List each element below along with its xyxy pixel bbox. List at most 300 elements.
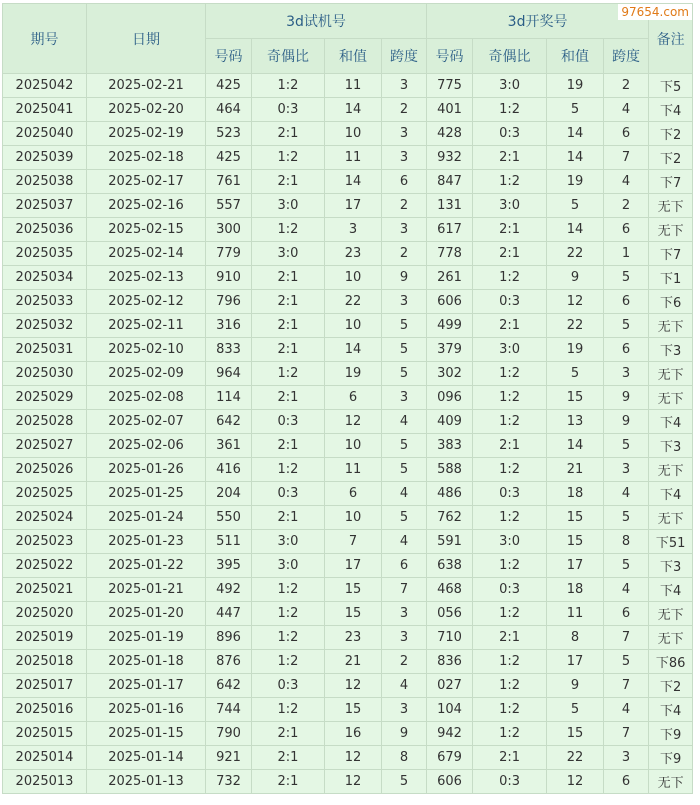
try-span-cell: 5 <box>382 434 427 458</box>
note-cell: 下1 <box>649 266 693 290</box>
note-cell: 下9 <box>649 722 693 746</box>
issue-cell: 2025040 <box>3 122 87 146</box>
win-sum-cell: 17 <box>547 650 604 674</box>
table-row <box>3 602 693 626</box>
date-cell: 2025-02-20 <box>87 98 206 122</box>
try-sum-cell: 14 <box>325 98 382 122</box>
win-code-cell: 606 <box>427 770 473 794</box>
try-sum-cell: 6 <box>325 482 382 506</box>
issue-cell: 2025016 <box>3 698 87 722</box>
try-span-cell: 9 <box>382 266 427 290</box>
win-code-cell: 379 <box>427 338 473 362</box>
try-span-cell: 3 <box>382 698 427 722</box>
try-parity-cell: 2:1 <box>252 314 325 338</box>
issue-cell: 2025039 <box>3 146 87 170</box>
try-code-cell: 557 <box>206 194 252 218</box>
try-code-cell: 550 <box>206 506 252 530</box>
win-sum-cell: 15 <box>547 506 604 530</box>
try-sum-cell: 11 <box>325 74 382 98</box>
win-code-cell: 468 <box>427 578 473 602</box>
try-code-cell: 492 <box>206 578 252 602</box>
try-span-cell: 5 <box>382 506 427 530</box>
try-parity-cell: 3:0 <box>252 242 325 266</box>
try-parity-cell: 1:2 <box>252 362 325 386</box>
try-parity-cell: 2:1 <box>252 290 325 314</box>
win-sum-cell: 15 <box>547 722 604 746</box>
win-parity-cell: 1:2 <box>473 674 547 698</box>
issue-cell: 2025028 <box>3 410 87 434</box>
table-row <box>3 650 693 674</box>
table-row <box>3 506 693 530</box>
try-sum-cell: 15 <box>325 698 382 722</box>
date-cell: 2025-02-10 <box>87 338 206 362</box>
issue-cell: 2025035 <box>3 242 87 266</box>
try-code-cell: 114 <box>206 386 252 410</box>
try-parity-cell: 3:0 <box>252 530 325 554</box>
try-code-cell: 790 <box>206 722 252 746</box>
try-parity-cell: 2:1 <box>252 506 325 530</box>
try-parity-cell: 0:3 <box>252 482 325 506</box>
note-cell: 下4 <box>649 410 693 434</box>
note-cell: 下3 <box>649 554 693 578</box>
date-cell: 2025-02-15 <box>87 218 206 242</box>
table-row <box>3 314 693 338</box>
win-parity-cell: 1:2 <box>473 410 547 434</box>
win-code-cell: 104 <box>427 698 473 722</box>
date-cell: 2025-02-16 <box>87 194 206 218</box>
date-cell: 2025-01-24 <box>87 506 206 530</box>
win-sum-cell: 5 <box>547 98 604 122</box>
table-row <box>3 266 693 290</box>
win-parity-cell: 1:2 <box>473 458 547 482</box>
note-cell: 无下 <box>649 506 693 530</box>
issue-cell: 2025041 <box>3 98 87 122</box>
try-span-cell: 3 <box>382 218 427 242</box>
date-cell: 2025-01-16 <box>87 698 206 722</box>
try-code-cell: 642 <box>206 410 252 434</box>
note-cell: 无下 <box>649 602 693 626</box>
note-cell: 无下 <box>649 218 693 242</box>
win-span-cell: 9 <box>604 410 649 434</box>
note-cell: 无下 <box>649 626 693 650</box>
try-sum-cell: 10 <box>325 434 382 458</box>
win-code-cell: 499 <box>427 314 473 338</box>
note-cell: 下4 <box>649 578 693 602</box>
win-code-cell: 942 <box>427 722 473 746</box>
win-parity-cell: 3:0 <box>473 74 547 98</box>
win-code-cell: 591 <box>427 530 473 554</box>
win-code-cell: 027 <box>427 674 473 698</box>
try-code-cell: 425 <box>206 146 252 170</box>
try-code-cell: 395 <box>206 554 252 578</box>
try-sum-cell: 12 <box>325 410 382 434</box>
try-span-cell: 8 <box>382 746 427 770</box>
issue-cell: 2025026 <box>3 458 87 482</box>
date-cell: 2025-01-20 <box>87 602 206 626</box>
win-parity-cell: 0:3 <box>473 770 547 794</box>
win-sum-cell: 8 <box>547 626 604 650</box>
date-cell: 2025-01-21 <box>87 578 206 602</box>
try-span-cell: 3 <box>382 74 427 98</box>
try-parity-cell: 1:2 <box>252 146 325 170</box>
try-parity-cell: 2:1 <box>252 386 325 410</box>
date-header: 日期 <box>87 4 206 74</box>
note-cell: 下6 <box>649 290 693 314</box>
note-header: 备注 <box>649 4 693 74</box>
win-code-cell: 932 <box>427 146 473 170</box>
issue-cell: 2025037 <box>3 194 87 218</box>
try-code-cell: 833 <box>206 338 252 362</box>
win-span-cell: 5 <box>604 314 649 338</box>
try-span-cell: 3 <box>382 626 427 650</box>
win-code-cell: 778 <box>427 242 473 266</box>
try-sum-cell: 15 <box>325 578 382 602</box>
try-span-cell: 4 <box>382 410 427 434</box>
win-parity-cell: 0:3 <box>473 482 547 506</box>
issue-cell: 2025020 <box>3 602 87 626</box>
date-cell: 2025-01-15 <box>87 722 206 746</box>
try-sum-cell: 23 <box>325 626 382 650</box>
try-sum-cell: 12 <box>325 770 382 794</box>
try-sum-cell: 22 <box>325 290 382 314</box>
site-watermark: 97654.com <box>618 4 692 20</box>
header-row-top <box>3 4 693 39</box>
table-row <box>3 554 693 578</box>
table-row <box>3 458 693 482</box>
try-parity-cell: 2:1 <box>252 170 325 194</box>
win-sum-cell: 14 <box>547 434 604 458</box>
win-parity-cell: 2:1 <box>473 314 547 338</box>
issue-cell: 2025021 <box>3 578 87 602</box>
win-code-cell: 131 <box>427 194 473 218</box>
try-code-cell: 732 <box>206 770 252 794</box>
win-span-cell: 3 <box>604 362 649 386</box>
win-parity-cell: 3:0 <box>473 338 547 362</box>
win-span-cell: 6 <box>604 218 649 242</box>
win-parity-cell: 1:2 <box>473 362 547 386</box>
try-code-cell: 361 <box>206 434 252 458</box>
table-row <box>3 170 693 194</box>
win-code-cell: 775 <box>427 74 473 98</box>
win-parity-cell: 1:2 <box>473 650 547 674</box>
try-code-cell: 964 <box>206 362 252 386</box>
win-parity-cell: 2:1 <box>473 626 547 650</box>
try-span-cell: 2 <box>382 242 427 266</box>
win-span-cell: 6 <box>604 290 649 314</box>
date-cell: 2025-01-26 <box>87 458 206 482</box>
try-parity-cell: 1:2 <box>252 218 325 242</box>
table-row <box>3 434 693 458</box>
try-parity-cell: 0:3 <box>252 410 325 434</box>
win-span-cell: 7 <box>604 146 649 170</box>
try-sum-cell: 7 <box>325 530 382 554</box>
try-span-cell: 4 <box>382 530 427 554</box>
win-parity-cell: 1:2 <box>473 602 547 626</box>
win-parity-header: 奇偶比 <box>473 39 547 74</box>
note-cell: 无下 <box>649 314 693 338</box>
note-cell: 下51 <box>649 530 693 554</box>
try-parity-cell: 2:1 <box>252 770 325 794</box>
win-sum-cell: 21 <box>547 458 604 482</box>
date-cell: 2025-02-18 <box>87 146 206 170</box>
try-span-cell: 2 <box>382 194 427 218</box>
try-span-cell: 9 <box>382 722 427 746</box>
try-parity-cell: 1:2 <box>252 698 325 722</box>
issue-cell: 2025025 <box>3 482 87 506</box>
note-cell: 无下 <box>649 362 693 386</box>
try-sum-cell: 3 <box>325 218 382 242</box>
try-code-header: 号码 <box>206 39 252 74</box>
issue-cell: 2025029 <box>3 386 87 410</box>
win-parity-cell: 0:3 <box>473 578 547 602</box>
win-sum-cell: 15 <box>547 386 604 410</box>
table-row <box>3 746 693 770</box>
try-parity-cell: 2:1 <box>252 266 325 290</box>
win-parity-cell: 0:3 <box>473 290 547 314</box>
date-cell: 2025-02-06 <box>87 434 206 458</box>
date-cell: 2025-01-25 <box>87 482 206 506</box>
try-code-cell: 921 <box>206 746 252 770</box>
win-sum-header: 和值 <box>547 39 604 74</box>
table-row <box>3 98 693 122</box>
date-cell: 2025-02-11 <box>87 314 206 338</box>
win-span-cell: 5 <box>604 554 649 578</box>
win-span-cell: 5 <box>604 650 649 674</box>
try-span-cell: 5 <box>382 770 427 794</box>
win-code-cell: 617 <box>427 218 473 242</box>
table-row <box>3 530 693 554</box>
try-code-cell: 910 <box>206 266 252 290</box>
date-cell: 2025-02-17 <box>87 170 206 194</box>
issue-cell: 2025022 <box>3 554 87 578</box>
win-span-cell: 4 <box>604 170 649 194</box>
try-parity-header: 奇偶比 <box>252 39 325 74</box>
date-cell: 2025-02-09 <box>87 362 206 386</box>
table-body <box>3 74 693 794</box>
win-code-cell: 847 <box>427 170 473 194</box>
note-cell: 无下 <box>649 194 693 218</box>
win-sum-cell: 22 <box>547 314 604 338</box>
note-cell: 无下 <box>649 770 693 794</box>
try-parity-cell: 1:2 <box>252 74 325 98</box>
try-parity-cell: 0:3 <box>252 98 325 122</box>
win-parity-cell: 0:3 <box>473 122 547 146</box>
note-cell: 下4 <box>649 482 693 506</box>
try-sum-cell: 23 <box>325 242 382 266</box>
issue-cell: 2025017 <box>3 674 87 698</box>
note-cell: 下4 <box>649 98 693 122</box>
note-cell: 下2 <box>649 146 693 170</box>
date-cell: 2025-02-21 <box>87 74 206 98</box>
win-sum-cell: 19 <box>547 338 604 362</box>
try-sum-header: 和值 <box>325 39 382 74</box>
win-span-cell: 6 <box>604 602 649 626</box>
issue-cell: 2025036 <box>3 218 87 242</box>
win-parity-cell: 2:1 <box>473 746 547 770</box>
win-parity-cell: 1:2 <box>473 698 547 722</box>
win-parity-cell: 1:2 <box>473 554 547 578</box>
try-sum-cell: 17 <box>325 554 382 578</box>
win-span-cell: 7 <box>604 674 649 698</box>
try-span-cell: 4 <box>382 674 427 698</box>
table-row <box>3 338 693 362</box>
win-parity-cell: 3:0 <box>473 194 547 218</box>
note-cell: 下86 <box>649 650 693 674</box>
table-row <box>3 578 693 602</box>
note-cell: 下7 <box>649 170 693 194</box>
try-sum-cell: 10 <box>325 266 382 290</box>
table-row <box>3 218 693 242</box>
win-span-cell: 7 <box>604 722 649 746</box>
try-span-cell: 5 <box>382 338 427 362</box>
table-row <box>3 674 693 698</box>
try-span-cell: 7 <box>382 578 427 602</box>
win-code-cell: 428 <box>427 122 473 146</box>
try-parity-cell: 1:2 <box>252 458 325 482</box>
try-parity-cell: 2:1 <box>252 434 325 458</box>
win-sum-cell: 5 <box>547 194 604 218</box>
win-sum-cell: 22 <box>547 746 604 770</box>
win-parity-cell: 2:1 <box>473 146 547 170</box>
date-cell: 2025-01-13 <box>87 770 206 794</box>
note-cell: 下2 <box>649 674 693 698</box>
win-code-cell: 409 <box>427 410 473 434</box>
win-span-cell: 8 <box>604 530 649 554</box>
issue-cell: 2025015 <box>3 722 87 746</box>
try-span-cell: 3 <box>382 122 427 146</box>
win-code-cell: 679 <box>427 746 473 770</box>
win-span-cell: 4 <box>604 482 649 506</box>
try-sum-cell: 17 <box>325 194 382 218</box>
try-sum-cell: 21 <box>325 650 382 674</box>
issue-cell: 2025033 <box>3 290 87 314</box>
note-cell: 下3 <box>649 338 693 362</box>
try-sum-cell: 11 <box>325 458 382 482</box>
issue-cell: 2025018 <box>3 650 87 674</box>
win-sum-cell: 14 <box>547 218 604 242</box>
issue-cell: 2025019 <box>3 626 87 650</box>
try-span-cell: 6 <box>382 170 427 194</box>
win-span-cell: 4 <box>604 98 649 122</box>
win-span-cell: 3 <box>604 746 649 770</box>
win-sum-cell: 5 <box>547 698 604 722</box>
win-span-header: 跨度 <box>604 39 649 74</box>
table-row <box>3 722 693 746</box>
date-cell: 2025-02-19 <box>87 122 206 146</box>
try-sum-cell: 14 <box>325 170 382 194</box>
try-sum-cell: 16 <box>325 722 382 746</box>
try-span-cell: 3 <box>382 290 427 314</box>
win-span-cell: 3 <box>604 458 649 482</box>
issue-cell: 2025030 <box>3 362 87 386</box>
issue-cell: 2025014 <box>3 746 87 770</box>
try-sum-cell: 10 <box>325 314 382 338</box>
try-span-cell: 3 <box>382 602 427 626</box>
win-span-cell: 6 <box>604 770 649 794</box>
win-span-cell: 2 <box>604 194 649 218</box>
note-cell: 下2 <box>649 122 693 146</box>
table-row <box>3 242 693 266</box>
note-cell: 下3 <box>649 434 693 458</box>
win-code-cell: 710 <box>427 626 473 650</box>
try-span-cell: 6 <box>382 554 427 578</box>
win-parity-cell: 2:1 <box>473 242 547 266</box>
win-parity-cell: 2:1 <box>473 434 547 458</box>
try-span-header: 跨度 <box>382 39 427 74</box>
win-span-cell: 7 <box>604 626 649 650</box>
try-code-cell: 876 <box>206 650 252 674</box>
try-code-cell: 316 <box>206 314 252 338</box>
win-parity-cell: 1:2 <box>473 170 547 194</box>
try-code-cell: 447 <box>206 602 252 626</box>
table-row <box>3 386 693 410</box>
win-sum-cell: 12 <box>547 290 604 314</box>
try-span-cell: 5 <box>382 458 427 482</box>
try-code-cell: 779 <box>206 242 252 266</box>
win-sum-cell: 19 <box>547 74 604 98</box>
try-code-cell: 796 <box>206 290 252 314</box>
try-span-cell: 5 <box>382 362 427 386</box>
win-span-cell: 5 <box>604 506 649 530</box>
try-code-cell: 204 <box>206 482 252 506</box>
date-cell: 2025-01-23 <box>87 530 206 554</box>
note-cell: 下4 <box>649 698 693 722</box>
try-parity-cell: 3:0 <box>252 554 325 578</box>
win-sum-cell: 11 <box>547 602 604 626</box>
issue-header: 期号 <box>3 4 87 74</box>
table-row <box>3 122 693 146</box>
try-sum-cell: 19 <box>325 362 382 386</box>
win-sum-cell: 18 <box>547 578 604 602</box>
issue-cell: 2025034 <box>3 266 87 290</box>
try-code-cell: 523 <box>206 122 252 146</box>
table-row <box>3 770 693 794</box>
date-cell: 2025-01-14 <box>87 746 206 770</box>
try-sum-cell: 10 <box>325 506 382 530</box>
issue-cell: 2025031 <box>3 338 87 362</box>
note-cell: 无下 <box>649 386 693 410</box>
win-code-cell: 638 <box>427 554 473 578</box>
date-cell: 2025-02-07 <box>87 410 206 434</box>
win-code-cell: 606 <box>427 290 473 314</box>
try-code-cell: 300 <box>206 218 252 242</box>
win-span-cell: 9 <box>604 386 649 410</box>
issue-cell: 2025013 <box>3 770 87 794</box>
issue-cell: 2025023 <box>3 530 87 554</box>
try-span-cell: 4 <box>382 482 427 506</box>
table-row <box>3 362 693 386</box>
try-span-cell: 3 <box>382 386 427 410</box>
try-span-cell: 2 <box>382 650 427 674</box>
try-parity-cell: 1:2 <box>252 650 325 674</box>
try-sum-cell: 11 <box>325 146 382 170</box>
table-row <box>3 74 693 98</box>
try-sum-cell: 15 <box>325 602 382 626</box>
try-sum-cell: 14 <box>325 338 382 362</box>
date-cell: 2025-02-12 <box>87 290 206 314</box>
win-code-cell: 302 <box>427 362 473 386</box>
win-sum-cell: 9 <box>547 674 604 698</box>
win-parity-cell: 1:2 <box>473 98 547 122</box>
try-parity-cell: 1:2 <box>252 578 325 602</box>
win-span-cell: 5 <box>604 266 649 290</box>
table-row <box>3 626 693 650</box>
win-span-cell: 6 <box>604 338 649 362</box>
win-sum-cell: 22 <box>547 242 604 266</box>
date-cell: 2025-02-08 <box>87 386 206 410</box>
try-sum-cell: 12 <box>325 674 382 698</box>
try-sum-cell: 12 <box>325 746 382 770</box>
